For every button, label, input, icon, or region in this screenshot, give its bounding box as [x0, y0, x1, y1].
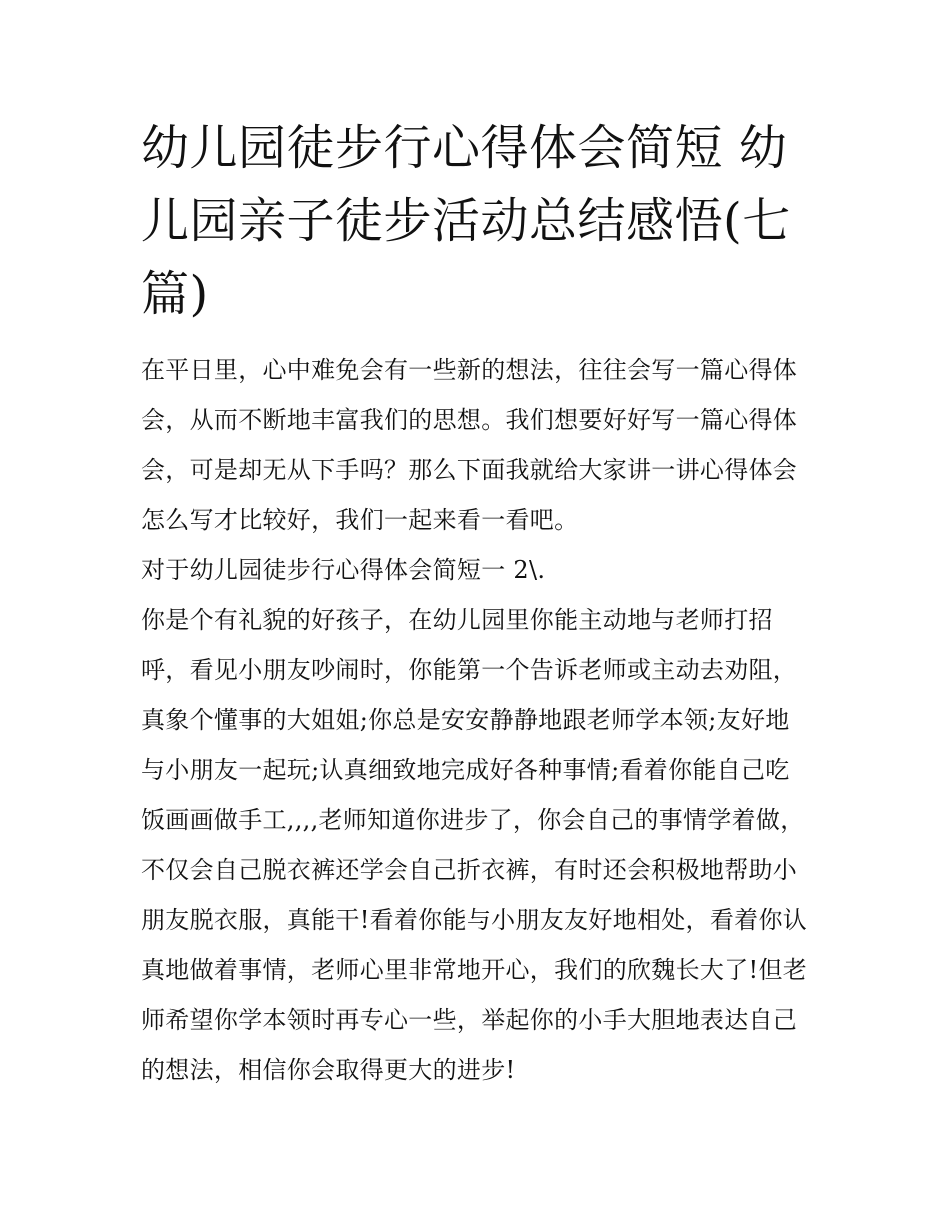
document-title: 幼儿园徒步行心得体会简短 幼儿园亲子徒步活动总结感悟(七篇) [141, 120, 791, 322]
body-paragraph: 你是个有礼貌的好孩子，在幼儿园里你能主动地与老师打招呼，看见小朋友吵闹时，你能第一个告诉老师或主动去劝阻，真象个懂事的大姐姐;你总是安安静静地跟老师学本领;友好地与小朋友一起玩;认真细致地完成好各种事情;看着你能自己吃饭画画做手工,,,,老师知道你进步了，你会自己的事情学着做，不仅会自己脱衣裤还学会自己折衣裤，有时还会积极地帮助小朋友脱衣服，真能干!看着你能与小朋友友好地相处，看着你认真地做着事情，老师心里非常地开心，我们的欣魏长大了!但老师希望你学本领时再专心一些，举起你的小手大胆地表达自己的想法，相信你会取得更大的进步! [141, 606, 808, 1084]
section-heading: 对于幼儿园徒步行心得体会简短一 2\. [141, 556, 546, 584]
document-page [141, 112, 813, 1095]
intro-paragraph: 在平日里，心中难免会有一些新的想法，往往会写一篇心得体会，从而不断地丰富我们的思想。我们想要好好写一篇心得体会，可是却无从下手吗？那么下面我就给大家讲一讲心得体会怎么写才比较好，我们一起来看一看吧。 [141, 356, 798, 534]
